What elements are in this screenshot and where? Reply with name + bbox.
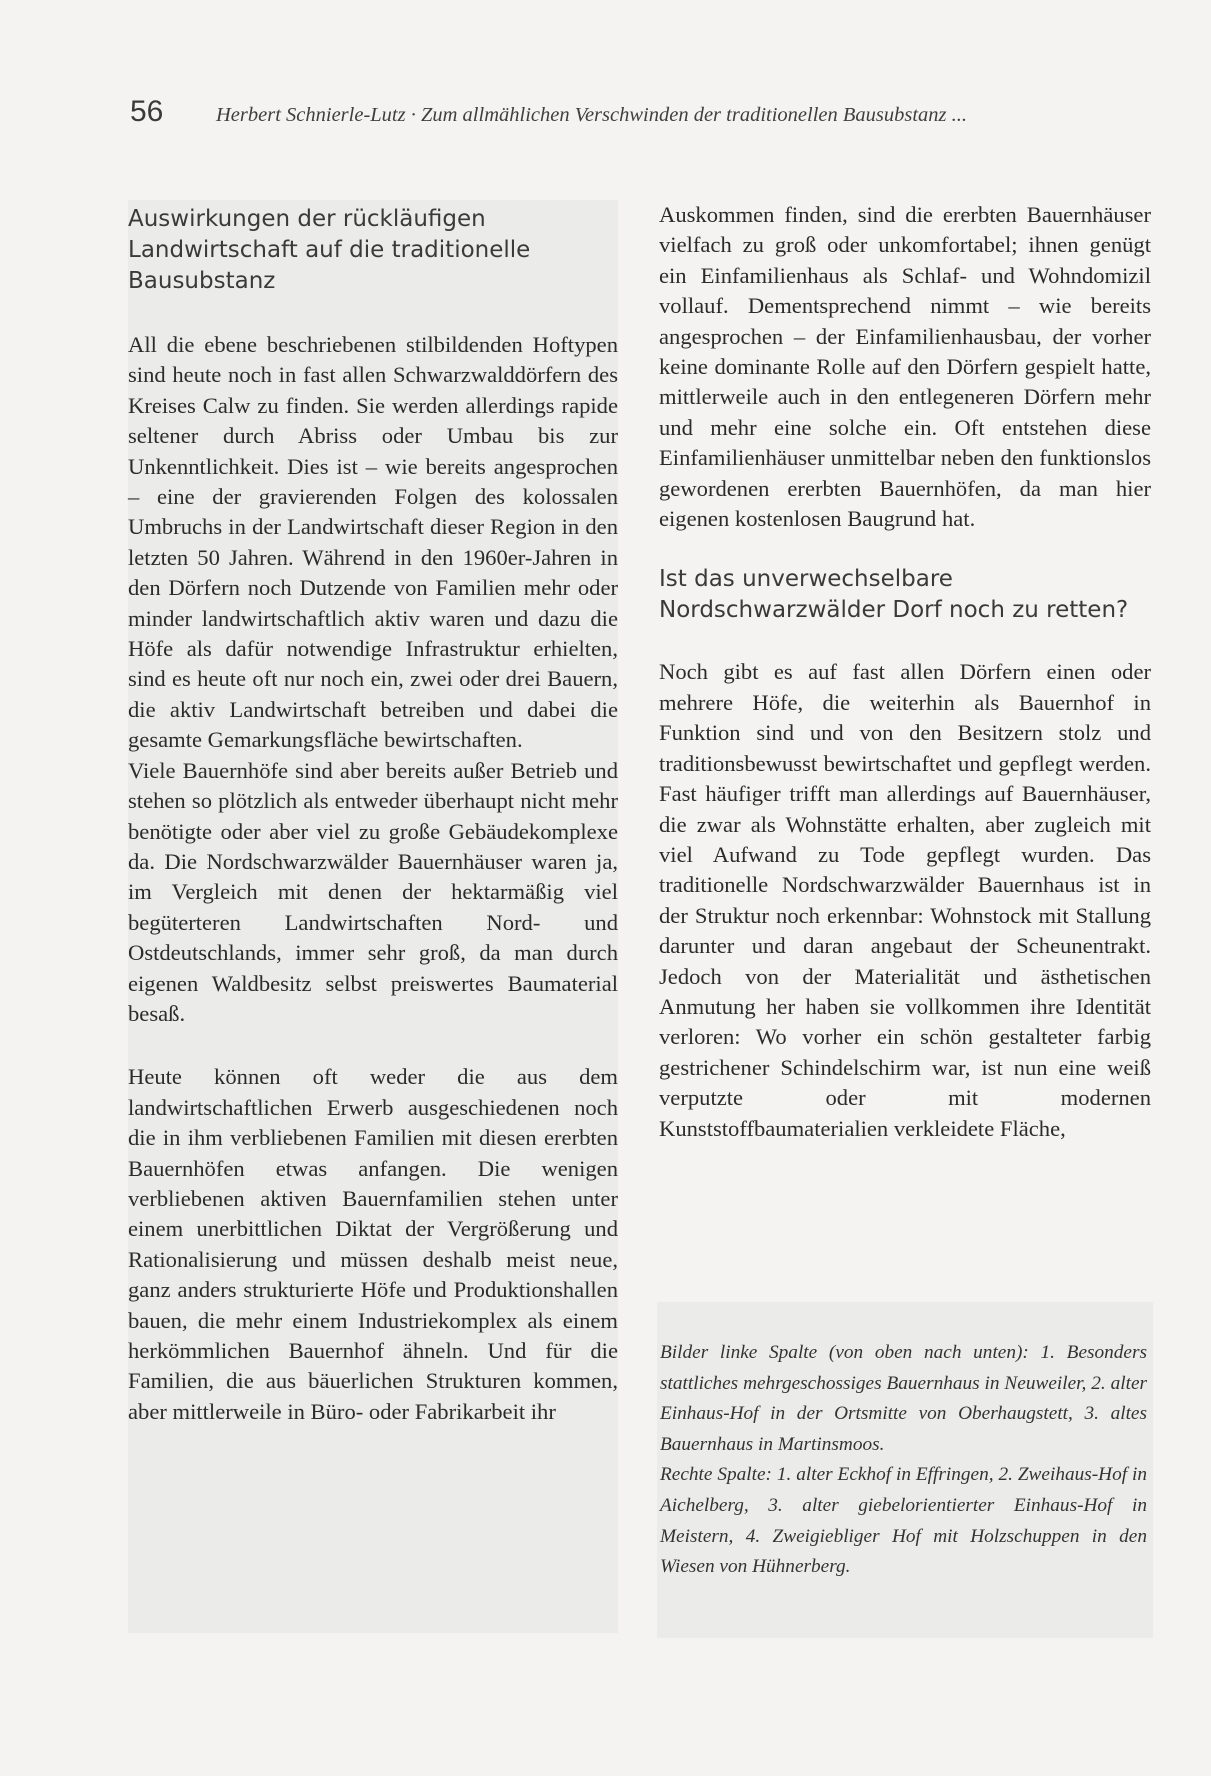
page-number: 56	[130, 95, 164, 128]
section-heading-right: Ist das unverwechselbare Nordschwarzwälder Dorf noch zu retten?	[659, 566, 1129, 624]
section-heading-left: Auswirkungen der rückläufigen Landwirtschaft auf die traditionelle Bausubstanz	[128, 206, 531, 294]
caption-left-column: Bilder linke Spalte (von oben nach unten): 1. Besonders stattliches mehrgeschossiges Bauernhaus in Neuweiler, 2. alter Einhaus-Hof in der Ortsmitte von Oberhaugstett, 3. altes Bauernhaus in Martinsmoos.	[660, 1342, 1147, 1455]
body-paragraph: Noch gibt es auf fast allen Dörfern einen oder mehrere Höfe, die weiterhin als Bauernhof in Funktion sind und von den Besitzern stolz und traditionsbewusst bewirtschaftet und gepflegt werden. Fast häufiger trifft man allerdings auf Bauernhäuser, die zwar als Wohnstätte erhalten, aber zugleich mit viel Aufwand zu Tode gepflegt wurden. Das traditionelle Nordschwarzwälder Bauernhaus ist in der Struktur noch erkennbar: Wohnstock mit Stallung darunter und daran angebaut der Scheunentrakt. Jedoch von der Materialität und ästhetischen Anmutung her haben sie vollkommen ihre Identität verloren: Wo vorher ein schön gestalteter farbig gestrichener Schindelschirm war, ist nun eine weiß verputzte oder mit modernen Kunststoffbaumaterialien verkleidete Fläche,	[659, 659, 1151, 1141]
left-column	[128, 200, 618, 1633]
figure-caption	[657, 1302, 1153, 1638]
body-paragraph: Heute können oft weder die aus dem landwirtschaftlichen Erwerb ausgeschiedenen noch die in ihm verbliebenen Familien mit diesen ererbten Bauernhöfen etwas anfangen. Die wenigen verbliebenen aktiven Bauernfamilien stehen unter einem unerbittlichen Diktat der Vergrößerung und Rationalisierung und müssen deshalb meist neue, ganz anders strukturierte Höfe und Produktionshallen bauen, die mehr einem Industriekomplex als einem herkömmlichen Bauernhof ähneln. Und für die Familien, die aus bäuerlichen Strukturen kommen, aber mittlerweile in Büro- oder Fabrikarbeit ihr	[128, 1064, 618, 1424]
body-paragraph: Viele Bauernhöfe sind aber bereits außer Betrieb und stehen so plötzlich als entweder überhaupt nicht mehr benötigte oder aber viel zu große Gebäudekomplexe da. Die Nordschwarzwälder Bauernhäuser waren ja, im Vergleich mit denen der hektarmäßig viel begüterteren Landwirtschaften Nord- und Ostdeutschlands, immer sehr groß, da man durch eigenen Waldbesitz selbst preiswertes Baumaterial besaß.	[128, 757, 618, 1026]
page-header	[130, 95, 1120, 135]
right-column	[659, 200, 1151, 1144]
caption-right-column: Rechte Spalte: 1. alter Eckhof in Effringen, 2. Zweihaus-Hof in Aichelberg, 3. alter giebelorientierter Einhaus-Hof in Meistern, 4. Zweigiebliger Hof mit Holzschuppen in den Wiesen von Hühnerberg.	[660, 1464, 1147, 1578]
body-paragraph: All die ebene beschriebenen stilbildenden Hoftypen sind heute noch in fast allen Schwarzwalddörfern des Kreises Calw zu finden. Sie werden allerdings rapide seltener durch Abriss oder Umbau bis zur Unkenntlichkeit. Dies ist – wie bereits angesprochen – eine der gravierenden Folgen des kolossalen Umbruchs in der Landwirtschaft dieser Region in den letzten 50 Jahren. Während in den 1960er-Jahren in den Dörfern noch Dutzende von Familien mehr oder minder landwirtschaftlich aktiv waren und dazu die Höfe als dafür notwendige Infrastruktur erhielten, sind es heute oft nur noch ein, zwei oder drei Bauern, die aktiv Landwirtschaft betreiben und dabei die gesamte Gemarkungsfläche bewirtschaften.	[128, 332, 618, 753]
body-paragraph-continued: Auskommen finden, sind die ererbten Bauernhäuser vielfach zu groß oder unkomfortabel; ihnen genügt ein Einfamilienhaus als Schlaf- und Wohndomizil vollauf. Dementsprechend nimmt – wie bereits angesprochen – der Einfamilienhausbau, der vorher keine dominante Rolle auf den Dörfern gespielt hatte, mittlerweile auch in den entlegeneren Dörfern mehr und mehr eine solche ein. Oft entstehen diese Einfamilienhäuser unmittelbar neben den funktionslos gewordenen ererbten Bauernhöfen, da man hier eigenen kostenlosen Baugrund hat.	[659, 202, 1151, 532]
running-head: Herbert Schnierle-Lutz · Zum allmählichen Verschwinden der traditionellen Bausubstanz ...	[216, 104, 968, 126]
